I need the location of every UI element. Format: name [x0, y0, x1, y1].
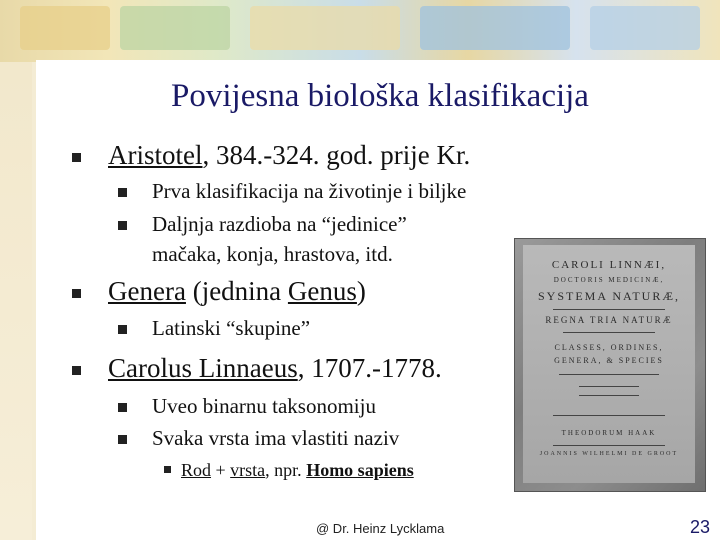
linnaeus-link[interactable]: Carolus Linnaeus — [108, 353, 298, 383]
book-line: CLASSES, ORDINES, — [554, 343, 664, 352]
item-linnaeus — [108, 353, 442, 384]
slide-title: Povijesna biološka klasifikacija — [171, 78, 589, 114]
homo-sapiens-link[interactable]: Homo sapiens — [306, 460, 414, 480]
page-number: 23 — [690, 517, 711, 537]
genera-link[interactable]: Genera — [108, 276, 186, 306]
book-rule — [553, 445, 665, 446]
book-rule — [563, 332, 655, 333]
book-rule — [553, 415, 665, 416]
banner-swatch — [120, 6, 230, 50]
genus-link[interactable]: Genus — [287, 276, 357, 306]
book-rule — [559, 374, 659, 375]
bullet-square-icon — [118, 221, 127, 230]
bullet-square-icon — [118, 325, 127, 334]
left-decorative-strip — [0, 62, 32, 540]
item-genera — [108, 276, 366, 307]
bullet-square-icon — [118, 188, 127, 197]
aristotel-dates: , 384.-324. god. prije Kr. — [202, 140, 471, 170]
decorative-banner — [0, 0, 720, 62]
linnaeus-dates: , 1707.-1778. — [297, 353, 442, 383]
bullet-square-icon — [72, 289, 81, 298]
book-line: DOCTORIS MEDICINÆ, — [553, 276, 665, 284]
book-line: REGNA TRIA NATURÆ — [545, 315, 673, 325]
vrsta-link[interactable]: vrsta — [230, 460, 266, 480]
sub-item-latin-groups: Latinski “skupine” — [152, 316, 311, 340]
sub-item-further-division-cont: mačaka, konja, hrastova, itd. — [152, 242, 393, 266]
bullet-square-icon — [118, 403, 127, 412]
book-rule — [579, 386, 639, 387]
book-line: GENERA, & SPECIES — [554, 356, 664, 365]
book-line: SYSTEMA NATURÆ, — [537, 289, 681, 303]
book-line: CAROLI LINNÆI, — [551, 259, 667, 271]
genera-close: ) — [356, 276, 366, 306]
plus-text: + — [211, 460, 231, 480]
sub-sub-item-example — [181, 460, 414, 481]
item-aristotel — [108, 140, 470, 171]
book-line: THEODORUM HAAK — [561, 429, 657, 437]
bullet-square-icon — [72, 366, 81, 375]
banner-swatch — [20, 6, 110, 50]
banner-swatch — [420, 6, 570, 50]
book-line: JOANNIS WILHELMI DE GROOT — [539, 451, 679, 457]
book-rule — [553, 309, 665, 310]
bullet-square-icon — [72, 153, 81, 162]
aristotel-link[interactable]: Aristotel — [108, 140, 203, 170]
sub-item-first-classification: Prva klasifikacija na životinje i biljke — [152, 179, 467, 203]
rod-link[interactable]: Rod — [181, 460, 212, 480]
bullet-square-icon — [164, 466, 171, 473]
book-rule — [579, 395, 639, 396]
sub-item-species-name: Svaka vrsta ima vlastiti naziv — [152, 426, 400, 450]
bullet-square-icon — [118, 435, 127, 444]
npr-text: , npr. — [265, 460, 307, 480]
sub-item-further-division: Daljnja razdioba na “jedinice” — [152, 212, 407, 236]
genera-text: (jednina — [185, 276, 288, 306]
banner-swatch — [590, 6, 700, 50]
systema-naturae-title-page-image — [514, 238, 706, 492]
banner-swatch — [250, 6, 400, 50]
footer-author: @ Dr. Heinz Lycklama — [316, 521, 445, 536]
sub-item-binary-taxonomy: Uveo binarnu taksonomiju — [152, 394, 376, 418]
book-page — [523, 245, 695, 483]
